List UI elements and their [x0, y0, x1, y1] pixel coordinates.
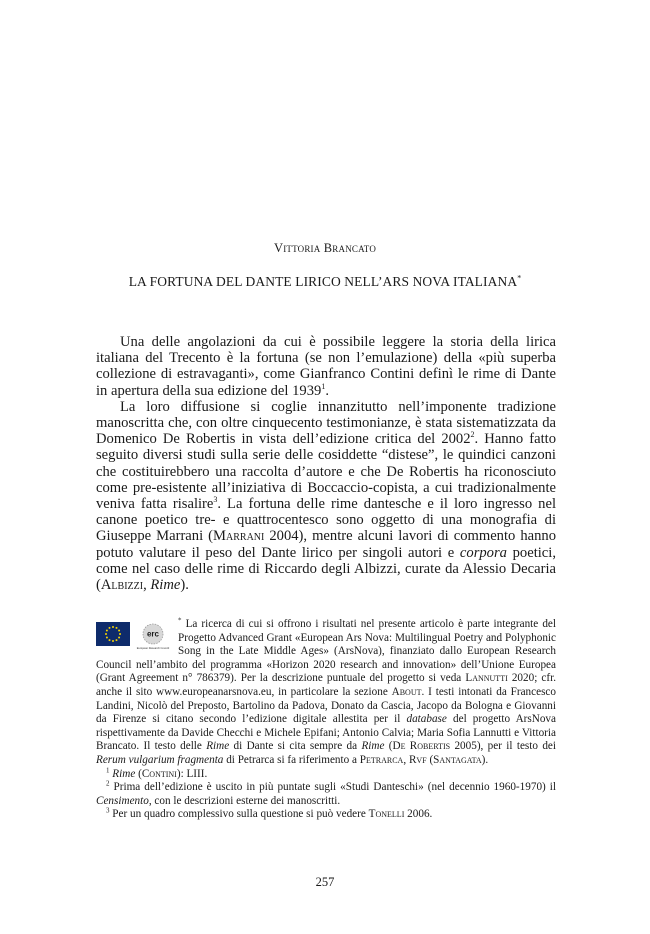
footnote-star: [96, 618, 556, 768]
footnote-text: 2006.: [404, 808, 433, 821]
citation-ref: Albizzi: [100, 577, 144, 594]
citation-ref: About: [391, 685, 422, 698]
erc-logo: [136, 622, 170, 652]
footnote-text: (: [426, 753, 434, 766]
funding-logos: [96, 622, 170, 652]
citation-ref: Santagata: [433, 753, 482, 766]
footnote-text: di Petrarca si fa riferimento a: [223, 753, 360, 766]
footnote-3: [96, 808, 556, 822]
footnote-mark: 1: [106, 765, 110, 774]
footnote-text: . I testi intonati da Francesco Landini, Nicolò del Preposto, Bartolino da Padova, Donato da Cascia, Jacopo da Bologna e Giovanni da Firenze si citano secondo l’edizione digitale allestita per il: [96, 685, 556, 726]
eu-flag-graphic: [96, 622, 130, 646]
page-number: 257: [315, 875, 335, 889]
footnote-ref-3[interactable]: 3: [213, 495, 218, 505]
footnotes: [96, 618, 556, 822]
footnote-mark: 3: [106, 806, 110, 815]
footnote-text: ): LIII.: [176, 767, 208, 780]
citation-ref: Contini: [141, 767, 177, 780]
emphasis: database: [406, 713, 447, 726]
paragraph-1: [96, 334, 556, 399]
footnote-1: [96, 765, 556, 782]
paragraph-2-text: . Hanno fatto seguito diversi studi sulla serie delle cosiddette “distese”, le quindici canzoni che costituirebbero una raccolta d’autore e che De Robertis ha riconosciuto come pre-esistente all’iniziativa di Boccaccio-copista, a cui tradizionalmente veniva fatta risalire: [96, 431, 556, 513]
emphasis: Rime: [150, 577, 181, 594]
footnote-ref-1[interactable]: 1: [321, 381, 326, 391]
footnote-text: del progetto ArsNova rispettivamente da Davide Checchi e Michele Epifani; Antonio Calvia; Maria Sofia Lannutti e Vittoria Brancato. Il testo delle: [96, 713, 556, 753]
paragraph-2-text: 2004), mentre alcuni lavori di commento hanno potuto valutare il peso del Dante lirico per singoli autori e: [96, 528, 557, 561]
emphasis: Rime: [206, 740, 230, 753]
footnote-text: La ricerca di cui si offrono i risultati nel presente articolo è parte integrante del Progetto Advanced Grant «European Ars Nova: Multilingual Poetry and Polyphonic Song in the Late Middle Ages» (ArsNova), finanziato dallo European Research Council nell’ambito del programma «Horizon 2020 research and innovation» dell’Unione Europea (Grant Agreement n° 786379). Per la descrizione puntuale del progetto si veda: [96, 618, 556, 685]
paragraph-2-text: La loro diffusione si coglie innanzitutto nell’imponente tradizione manoscritta che, con oltre cinquecento testimonianze, è stata sistematizzata da Domenico De Robertis in vista dell’edizione critica del 2002: [96, 398, 556, 448]
citation-ref: Lannutti: [465, 672, 508, 685]
citation-ref: Rvf: [408, 753, 427, 766]
article-title: [0, 274, 650, 290]
footnote-text: 2005), per il testo dei: [450, 740, 556, 753]
article-body: [96, 334, 556, 593]
erc-logo-text: erc: [146, 629, 160, 639]
footnote-text: 2020; cfr. anche il sito www.europeanarsnova.eu, in particolare la sezione: [96, 672, 556, 698]
paragraph-2-text: poetici, come nel caso delle rime di Riccardo degli Albizzi, curate da Alessio Decaria (: [96, 544, 556, 594]
paragraph-2: [96, 399, 556, 593]
emphasis: corpora: [459, 544, 507, 561]
footnote-text: (: [135, 767, 142, 780]
footnote-2: [96, 781, 556, 808]
footnote-text: (: [384, 740, 393, 753]
paragraph-2-text: ).: [180, 577, 189, 594]
paragraph-2-text: ,: [143, 577, 151, 594]
eu-flag-icon: [96, 622, 130, 646]
paragraph-1-end: .: [325, 382, 329, 399]
paragraph-2-text: . La fortuna delle rime dantesche e il loro ingresso nel canone poetico tre- e quattrocentesco sono oggetto di una monografia di Giuseppe Marrani (: [96, 496, 556, 545]
citation-ref: De Robertis: [392, 740, 451, 753]
footnote-text: di Dante si cita sempre da: [229, 740, 362, 753]
author-name: Vittoria Brancato: [273, 241, 377, 255]
footnote-text: ,: [403, 753, 409, 766]
emphasis: Rerum vulgarium fragmenta: [96, 753, 224, 766]
citation-ref: Petrarca: [359, 753, 404, 766]
title-note-mark[interactable]: *: [517, 273, 522, 283]
article-title-text: LA FORTUNA DEL DANTE LIRICO NELL’ARS NOVA ITALIANA: [128, 274, 518, 289]
paragraph-1-text: Una delle angolazioni da cui è possibile leggere la storia della lirica italiana del Trecento è la fortuna (se non l’emulazione) della «più superba collezione di estravaganti», come Gianfranco Contini definì le rime di Dante in apertura della sua edizione del 1939: [96, 334, 556, 399]
footnote-text: Prima dell’edizione è uscito in più puntate sugli «Studi Danteschi» (nel decennio 1960-1970) il: [109, 781, 556, 794]
footnote-ref-2[interactable]: 2: [470, 430, 475, 440]
emphasis: Censimento: [96, 794, 149, 807]
emphasis: Rime: [112, 767, 136, 780]
emphasis: Rime: [361, 740, 385, 753]
citation-ref: Marrani: [213, 528, 265, 545]
erc-caption: European Research Council: [136, 647, 170, 650]
citation-ref: Tonelli: [368, 808, 405, 821]
footnote-text: ).: [481, 753, 489, 766]
footnote-text: Per un quadro complessivo sulla questione si può vedere: [109, 808, 369, 821]
footnote-mark: 2: [106, 779, 110, 788]
erc-logo-graphic: [136, 622, 170, 652]
footnote-text: , con le descrizioni esterne dei manoscritti.: [148, 794, 341, 807]
footnote-mark: *: [178, 616, 182, 625]
